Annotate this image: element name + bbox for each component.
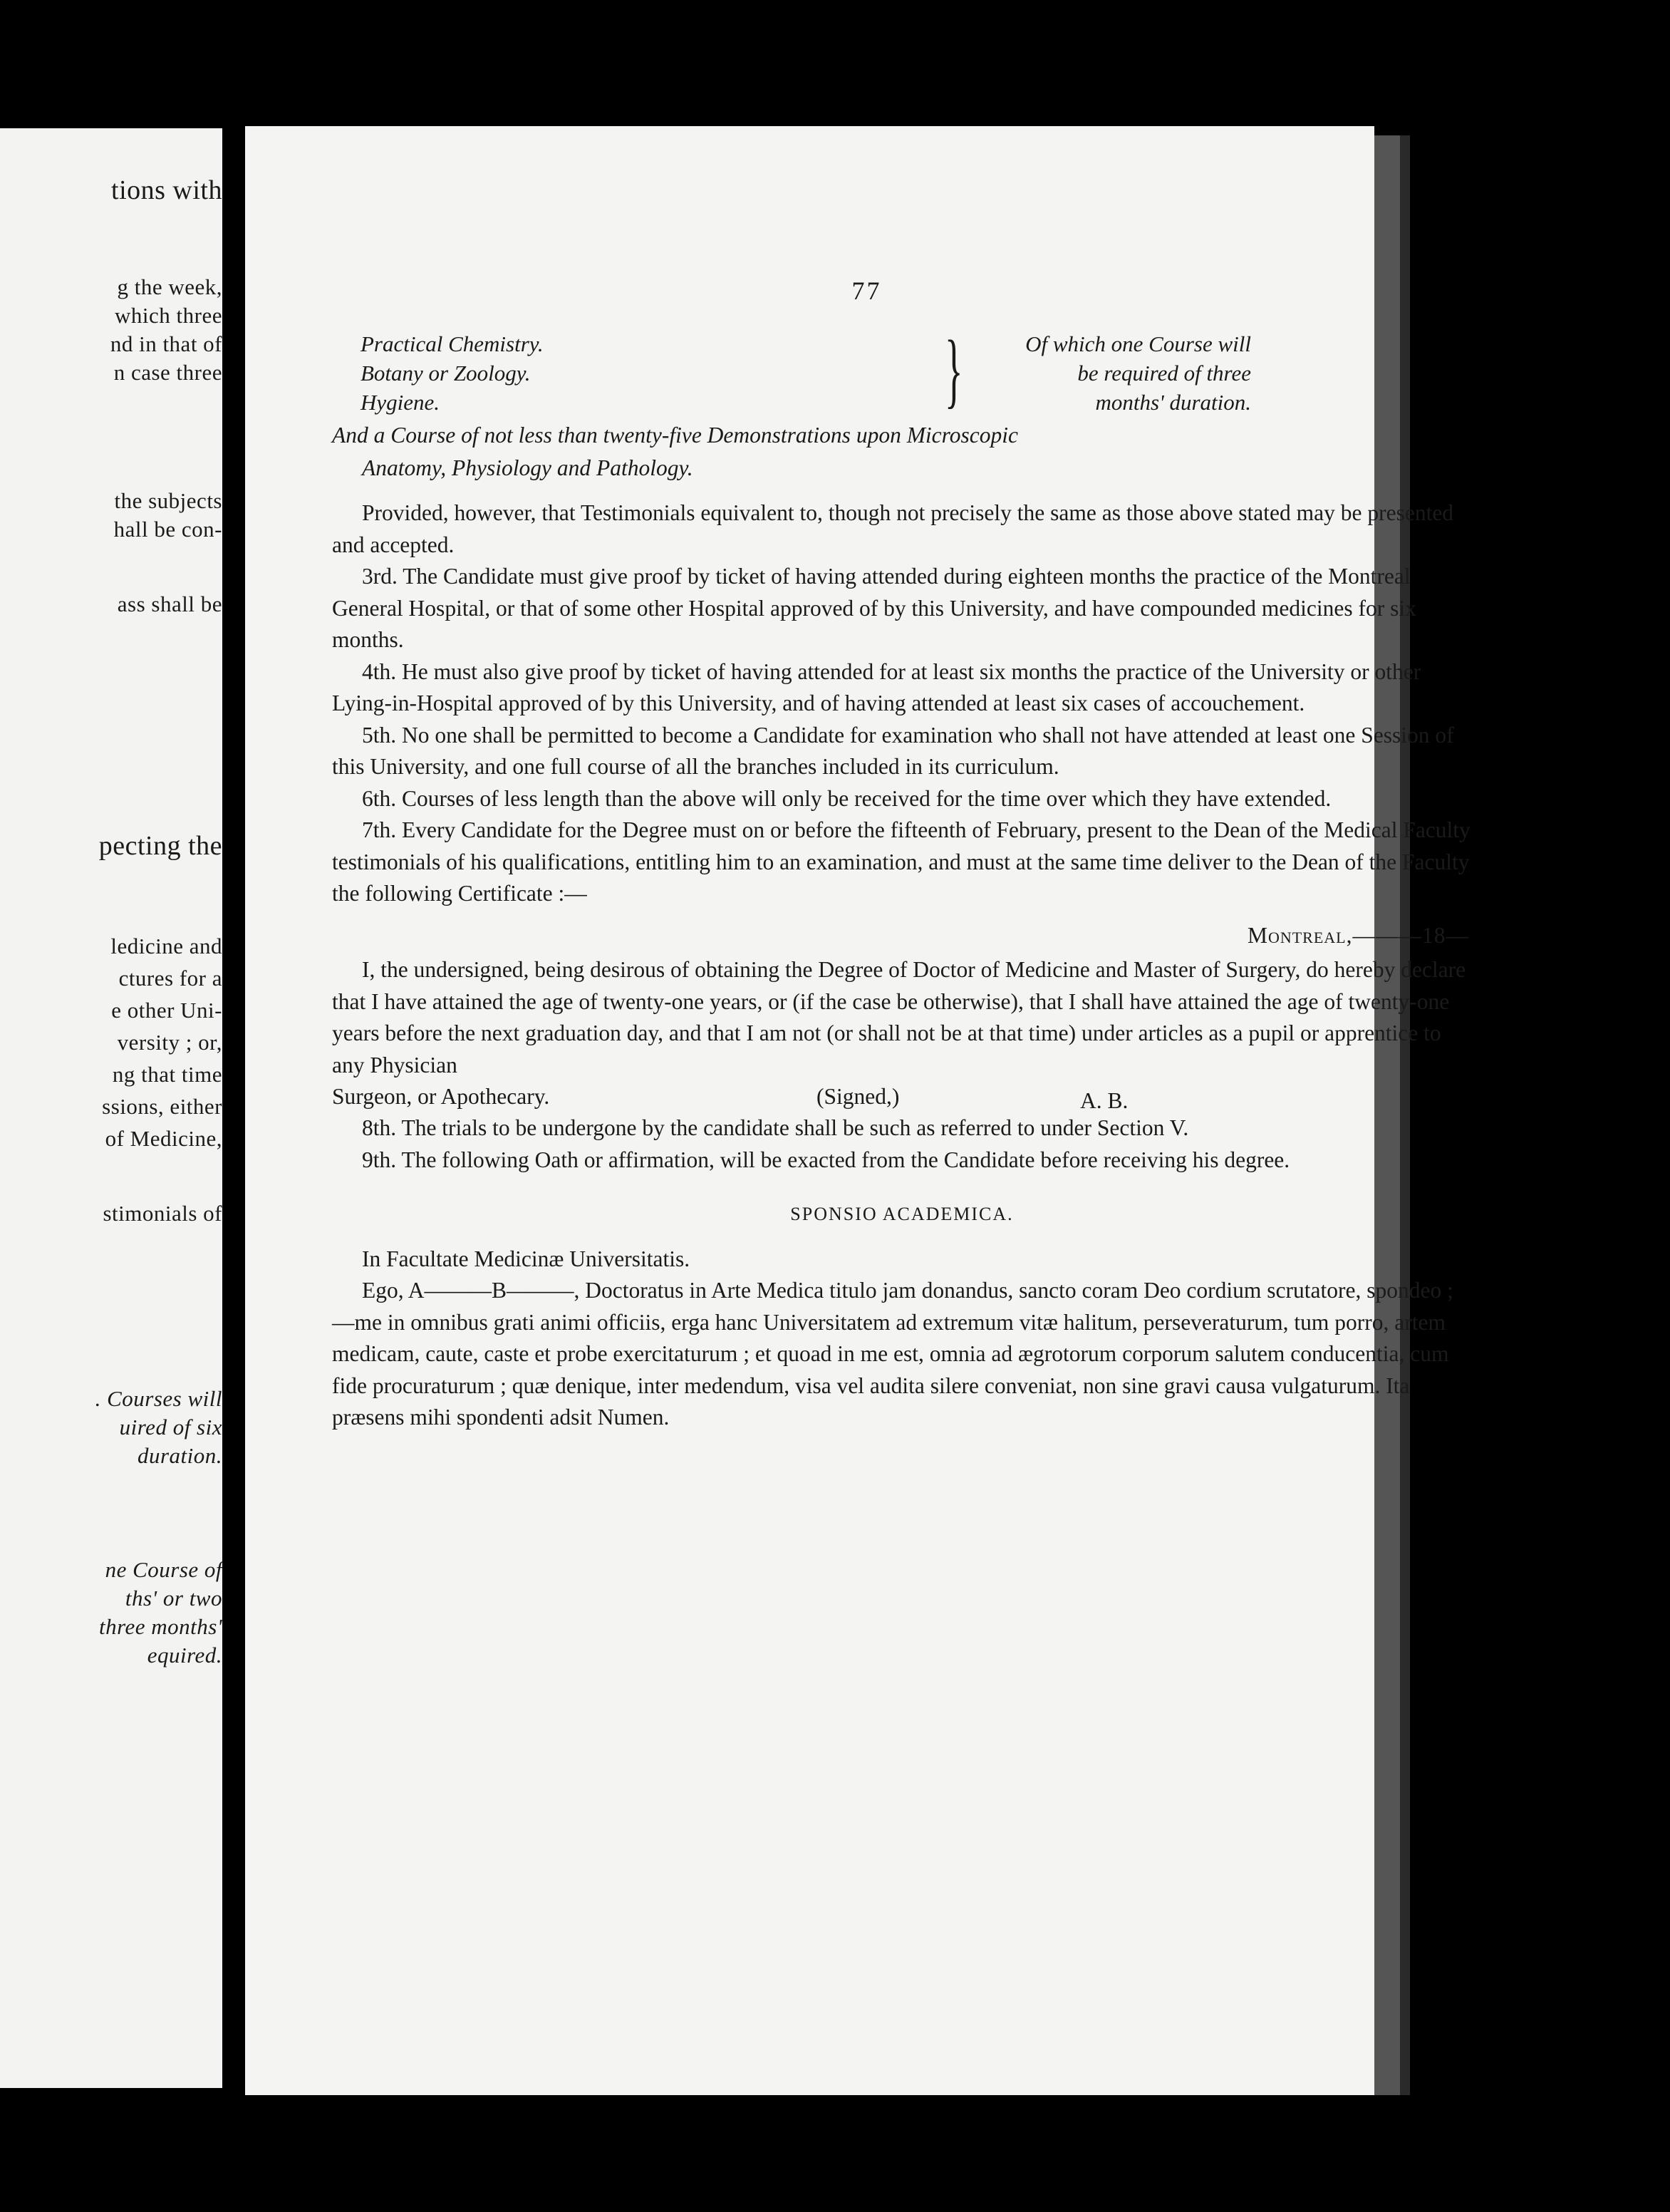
certificate-place-date: Montreal,———18— xyxy=(1247,922,1469,948)
note-line: months' duration. xyxy=(1095,390,1251,415)
facing-page-text-fragment: ass shall be xyxy=(117,591,222,616)
requirement-text: The following Oath or affirmation, will be exacted from the Candidate before receiving his degree. xyxy=(401,1147,1290,1172)
sponsio-oath: Ego, A———B———, Doctoratus in Arte Medica titulo jam donandus, sancto coram Deo cordium scrutatore, spondeo ;—me in omnibus grati animi officiis, erga hanc Universitatem ad extremum vitæ halitum, perseveraturum, tum porro, artem medicam, caute, caste et probe exercitaturum ; et quoad in me est, omnia ad ægrotorum corporum salutem conducentia, cum fide procuraturum ; quæ denique, inter medendum, visa vel audita silere conveniat, non sine gravi causa vulgaturum. Ita præsens mihi spondenti adsit Numen. xyxy=(332,1278,1453,1430)
requirement-number: 9th. xyxy=(362,1147,397,1172)
facing-page-text-fragment: tions with xyxy=(111,175,222,205)
facing-page-text-fragment: ng that time xyxy=(112,1062,222,1087)
sponsio-faculty: In Facultate Medicinæ Universitatis. xyxy=(362,1246,690,1271)
requirement-number: 6th. xyxy=(362,785,397,811)
certificate-body: I, the undersigned, being desirous of obtaining the Degree of Doctor of Medicine and Master of Surgery, do hereby declare that I have attained the age of twenty-one years, or (if the case be otherwise), that I shall have attained the age of twenty-one years before the next graduation day, and that I am not (or shall not be at that time) under articles as a pupil or apprentice to any Physician xyxy=(332,957,1466,1077)
facing-page-text-fragment: stimonials of xyxy=(103,1201,222,1226)
subject-item: Hygiene. xyxy=(361,390,440,415)
requirement-7 xyxy=(332,815,1472,910)
requirement-3 xyxy=(332,561,1472,656)
requirement-9 xyxy=(332,1144,1472,1177)
requirement-text: No one shall be permitted to become a Candidate for examination who shall not have attended at least one Session of this University, and one full course of all the branches included in its curriculum. xyxy=(332,722,1454,779)
facing-page-text-fragment: the subjects xyxy=(114,488,222,513)
requirement-6 xyxy=(332,783,1472,815)
requirement-number: 5th. xyxy=(362,722,397,748)
requirement-number: 8th. xyxy=(362,1115,397,1140)
demonstrations-line: Anatomy, Physiology and Pathology. xyxy=(362,455,693,480)
certificate-signature-row xyxy=(332,1081,1472,1112)
right-brace-icon: } xyxy=(945,323,963,416)
requirement-text: He must also give proof by ticket of having attended for at least six months the practice of the University or other Lying-in-Hospital approved of by this University, and of having attended at least six cases of accouchement. xyxy=(332,658,1421,715)
page-number: 77 xyxy=(851,276,882,305)
note-line: Of which one Course will xyxy=(1025,331,1251,356)
facing-page-text-fragment: of Medicine, xyxy=(105,1126,222,1151)
demonstrations-requirement xyxy=(332,419,1472,485)
requirement-4 xyxy=(332,656,1472,720)
requirement-text: The trials to be undergone by the candidate shall be such as referred to under Section V. xyxy=(401,1115,1189,1140)
signed-label: (Signed,) xyxy=(816,1084,900,1109)
page-gutter xyxy=(222,107,245,2102)
subject-items xyxy=(361,329,544,417)
facing-page-text-fragment: equired. xyxy=(147,1643,222,1668)
facing-page-text-fragment: e other Uni- xyxy=(111,998,222,1023)
subjects-list xyxy=(332,323,1472,416)
facing-page-text-fragment: n case three xyxy=(113,360,222,385)
facing-page-text-fragment: hall be con- xyxy=(113,517,222,542)
subject-item: Botany or Zoology. xyxy=(361,361,531,386)
certificate-last-line: Surgeon, or Apothecary. xyxy=(332,1084,550,1109)
facing-page-text-fragment: pecting the xyxy=(98,831,222,861)
requirement-8 xyxy=(332,1112,1472,1144)
subject-item: Practical Chemistry. xyxy=(361,331,544,356)
requirement-number: 3rd. xyxy=(362,564,398,589)
requirement-text: Every Candidate for the Degree must on or before the fifteenth of February, present to the Dean of the Medical Faculty testimonials of his qualifications, entitling him to an examination, and must at the same time deliver to the Dean of the Faculty the following Certificate :— xyxy=(332,817,1471,906)
signature-initials: A. B. xyxy=(1080,1088,1129,1113)
facing-page-text-fragment: three months' xyxy=(99,1614,222,1639)
page-77 xyxy=(245,126,1471,2095)
sponsio-heading: SPONSIO ACADEMICA. xyxy=(790,1204,1014,1224)
provided-paragraph: Provided, however, that Testimonials equivalent to, though not precisely the same as those above stated may be presented and accepted. xyxy=(332,500,1454,557)
facing-page-text-fragment: g the week, xyxy=(117,274,222,299)
subjects-note xyxy=(966,329,1251,417)
facing-page-text-fragment: ssions, either xyxy=(102,1094,222,1119)
requirement-5 xyxy=(332,720,1472,783)
requirement-number: 7th. xyxy=(362,817,397,842)
requirement-text: Courses of less length than the above will only be received for the time over which they have extended. xyxy=(402,785,1332,811)
facing-page-text-fragment: ledicine and xyxy=(110,934,222,958)
facing-page-text-fragment: ths' or two xyxy=(125,1586,222,1611)
facing-page-text-fragment: versity ; or, xyxy=(117,1030,222,1055)
facing-page-text-fragment: ctures for a xyxy=(118,966,222,991)
facing-page-text-fragment: . Courses will xyxy=(95,1386,222,1411)
facing-page-text-fragment: uired of six xyxy=(119,1415,222,1440)
requirement-number: 4th. xyxy=(362,658,397,684)
facing-page-left xyxy=(0,128,222,2088)
demonstrations-line: And a Course of not less than twenty-five Demonstrations upon Microscopic xyxy=(332,423,1018,448)
facing-page-text-fragment: ne Course of xyxy=(105,1557,222,1582)
facing-page-text-fragment: which three xyxy=(115,303,222,328)
requirement-text: The Candidate must give proof by ticket of having attended during eighteen months the practice of the Montreal General Hospital, or that of some other Hospital approved of by this University, and have compounded medicines for six months. xyxy=(332,564,1416,652)
page-body xyxy=(332,323,1472,1434)
facing-page-text-fragment: duration. xyxy=(137,1443,222,1468)
facing-page-text-fragment: nd in that of xyxy=(110,331,222,356)
note-line: be required of three xyxy=(1077,361,1251,386)
